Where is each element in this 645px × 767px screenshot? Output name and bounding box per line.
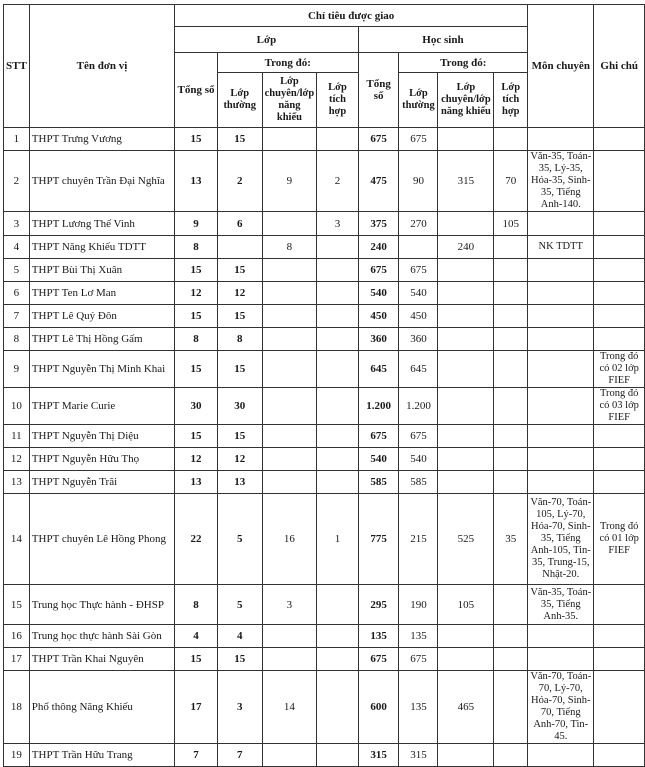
table-row — [4, 671, 645, 744]
row-student-regular: 190 — [399, 585, 438, 625]
row-school-name: THPT Nguyễn Hữu Thọ — [29, 448, 174, 471]
row-student-regular: 675 — [399, 425, 438, 448]
row-stt: 1 — [4, 128, 30, 151]
row-stt: 2 — [4, 151, 30, 212]
header-ghi-chu: Ghi chú — [594, 5, 645, 128]
row-class-specialized — [262, 128, 317, 151]
row-class-integrated — [317, 236, 359, 259]
row-note — [594, 282, 645, 305]
row-student-specialized — [438, 625, 494, 648]
row-class-total: 22 — [175, 494, 218, 585]
table-row — [4, 448, 645, 471]
table-row — [4, 471, 645, 494]
row-student-regular — [399, 236, 438, 259]
row-specialized-subjects — [528, 448, 594, 471]
row-class-total: 30 — [175, 388, 218, 425]
row-stt: 16 — [4, 625, 30, 648]
row-school-name: THPT Nguyễn Trãi — [29, 471, 174, 494]
header-lop-thuong: Lớp thường — [217, 73, 262, 128]
row-stt: 6 — [4, 282, 30, 305]
row-student-total: 675 — [358, 128, 399, 151]
row-specialized-subjects: NK TDTT — [528, 236, 594, 259]
row-class-total: 8 — [175, 585, 218, 625]
row-student-regular: 675 — [399, 648, 438, 671]
row-specialized-subjects — [528, 282, 594, 305]
row-class-specialized: 8 — [262, 236, 317, 259]
header-stt: STT — [4, 5, 30, 128]
row-student-integrated — [494, 448, 528, 471]
row-class-integrated — [317, 671, 359, 744]
row-specialized-subjects — [528, 128, 594, 151]
row-student-specialized — [438, 425, 494, 448]
row-class-specialized — [262, 448, 317, 471]
row-stt: 10 — [4, 388, 30, 425]
row-school-name: THPT Trần Khai Nguyên — [29, 648, 174, 671]
table-row — [4, 425, 645, 448]
row-class-specialized — [262, 648, 317, 671]
row-student-total: 315 — [358, 744, 399, 767]
table-row — [4, 648, 645, 671]
row-student-regular: 645 — [399, 351, 438, 388]
row-stt: 18 — [4, 671, 30, 744]
row-class-specialized: 9 — [262, 151, 317, 212]
row-student-integrated — [494, 328, 528, 351]
row-student-specialized — [438, 448, 494, 471]
row-class-integrated — [317, 648, 359, 671]
row-class-specialized — [262, 388, 317, 425]
row-student-integrated — [494, 282, 528, 305]
row-class-regular: 30 — [217, 388, 262, 425]
row-specialized-subjects — [528, 212, 594, 236]
row-class-specialized — [262, 425, 317, 448]
table-row — [4, 151, 645, 212]
table-row — [4, 625, 645, 648]
row-stt: 11 — [4, 425, 30, 448]
row-student-total: 600 — [358, 671, 399, 744]
header-ten-don-vi: Tên đơn vị — [29, 5, 174, 128]
row-note — [594, 671, 645, 744]
row-class-regular: 7 — [217, 744, 262, 767]
row-school-name: THPT Trần Hữu Trang — [29, 744, 174, 767]
table-row — [4, 282, 645, 305]
row-class-total: 8 — [175, 328, 218, 351]
row-class-integrated — [317, 448, 359, 471]
row-class-integrated — [317, 585, 359, 625]
row-stt: 3 — [4, 212, 30, 236]
row-note — [594, 448, 645, 471]
row-class-integrated — [317, 351, 359, 388]
row-student-regular: 270 — [399, 212, 438, 236]
row-student-total: 775 — [358, 494, 399, 585]
row-stt: 15 — [4, 585, 30, 625]
row-class-total: 9 — [175, 212, 218, 236]
row-student-regular: 450 — [399, 305, 438, 328]
row-class-regular: 5 — [217, 585, 262, 625]
row-student-integrated — [494, 585, 528, 625]
row-class-integrated — [317, 305, 359, 328]
row-student-total: 540 — [358, 282, 399, 305]
row-school-name: THPT Bùi Thị Xuân — [29, 259, 174, 282]
row-specialized-subjects: Văn-35, Toán-35, Tiếng Anh-35. — [528, 585, 594, 625]
row-student-integrated — [494, 671, 528, 744]
row-class-specialized — [262, 351, 317, 388]
row-student-integrated: 35 — [494, 494, 528, 585]
row-class-total: 13 — [175, 471, 218, 494]
row-class-regular: 15 — [217, 259, 262, 282]
row-class-specialized: 16 — [262, 494, 317, 585]
row-note — [594, 305, 645, 328]
row-note — [594, 585, 645, 625]
row-school-name: THPT chuyên Lê Hồng Phong — [29, 494, 174, 585]
row-student-regular: 675 — [399, 259, 438, 282]
row-class-specialized — [262, 282, 317, 305]
row-school-name: THPT Năng Khiếu TDTT — [29, 236, 174, 259]
row-note: Trong đó có 01 lớp FIEF — [594, 494, 645, 585]
row-student-specialized — [438, 744, 494, 767]
row-class-integrated: 2 — [317, 151, 359, 212]
table-row — [4, 494, 645, 585]
row-school-name: THPT Lê Thị Hồng Gấm — [29, 328, 174, 351]
row-class-total: 15 — [175, 648, 218, 671]
row-specialized-subjects — [528, 471, 594, 494]
row-student-integrated — [494, 388, 528, 425]
row-class-total: 13 — [175, 151, 218, 212]
row-class-total: 4 — [175, 625, 218, 648]
row-stt: 4 — [4, 236, 30, 259]
row-student-specialized — [438, 305, 494, 328]
table-row — [4, 236, 645, 259]
row-class-regular: 15 — [217, 305, 262, 328]
row-class-specialized — [262, 471, 317, 494]
row-stt: 5 — [4, 259, 30, 282]
row-class-total: 15 — [175, 351, 218, 388]
row-stt: 17 — [4, 648, 30, 671]
row-student-specialized: 315 — [438, 151, 494, 212]
row-student-regular: 90 — [399, 151, 438, 212]
row-class-integrated — [317, 425, 359, 448]
row-student-specialized — [438, 388, 494, 425]
row-class-regular: 12 — [217, 448, 262, 471]
row-note — [594, 744, 645, 767]
header-hs-lop-chuyen: Lớp chuyên/lớp năng khiếu — [438, 73, 494, 128]
header-hs-lop-thuong: Lớp thường — [399, 73, 438, 128]
row-class-regular: 15 — [217, 351, 262, 388]
row-class-total: 12 — [175, 448, 218, 471]
row-class-regular: 5 — [217, 494, 262, 585]
row-class-specialized — [262, 625, 317, 648]
row-class-integrated — [317, 259, 359, 282]
row-student-total: 675 — [358, 259, 399, 282]
row-class-integrated — [317, 388, 359, 425]
row-student-specialized: 525 — [438, 494, 494, 585]
header-lop: Lớp — [175, 27, 359, 53]
row-note — [594, 259, 645, 282]
row-stt: 19 — [4, 744, 30, 767]
row-school-name: THPT Nguyễn Thị Minh Khai — [29, 351, 174, 388]
header-hs-lop-tich-hop: Lớp tích hợp — [494, 73, 528, 128]
header-lop-chuyen: Lớp chuyên/lớp năng khiếu — [262, 73, 317, 128]
row-class-total: 8 — [175, 236, 218, 259]
row-class-integrated: 1 — [317, 494, 359, 585]
row-student-total: 1.200 — [358, 388, 399, 425]
row-note — [594, 212, 645, 236]
header-hs-trong-do: Trong đó: — [399, 53, 528, 73]
row-student-regular: 315 — [399, 744, 438, 767]
row-note — [594, 625, 645, 648]
row-stt: 13 — [4, 471, 30, 494]
row-student-specialized — [438, 282, 494, 305]
row-student-total: 135 — [358, 625, 399, 648]
row-class-total: 15 — [175, 305, 218, 328]
row-class-regular: 4 — [217, 625, 262, 648]
row-student-specialized: 465 — [438, 671, 494, 744]
row-class-total: 17 — [175, 671, 218, 744]
row-note: Trong đó có 02 lớp FIEF — [594, 351, 645, 388]
row-student-regular: 135 — [399, 625, 438, 648]
row-stt: 7 — [4, 305, 30, 328]
row-class-regular: 2 — [217, 151, 262, 212]
row-student-integrated — [494, 305, 528, 328]
row-class-regular: 15 — [217, 425, 262, 448]
row-class-specialized — [262, 305, 317, 328]
row-student-integrated — [494, 471, 528, 494]
row-note — [594, 471, 645, 494]
header-lop-tong-so: Tổng số — [175, 53, 218, 128]
table-row — [4, 328, 645, 351]
row-class-specialized: 3 — [262, 585, 317, 625]
row-school-name: Phổ thông Năng Khiếu — [29, 671, 174, 744]
row-student-total: 585 — [358, 471, 399, 494]
header-lop-trong-do: Trong đó: — [217, 53, 358, 73]
row-school-name: THPT Ten Lơ Man — [29, 282, 174, 305]
row-specialized-subjects — [528, 425, 594, 448]
row-student-integrated — [494, 648, 528, 671]
table-row — [4, 388, 645, 425]
row-school-name: THPT Lương Thế Vinh — [29, 212, 174, 236]
row-student-total: 360 — [358, 328, 399, 351]
row-class-integrated — [317, 625, 359, 648]
row-student-specialized — [438, 648, 494, 671]
row-note — [594, 236, 645, 259]
row-student-total: 375 — [358, 212, 399, 236]
row-student-regular: 675 — [399, 128, 438, 151]
row-student-integrated — [494, 351, 528, 388]
row-student-specialized — [438, 259, 494, 282]
table-row — [4, 585, 645, 625]
row-class-specialized: 14 — [262, 671, 317, 744]
row-specialized-subjects — [528, 351, 594, 388]
row-specialized-subjects — [528, 259, 594, 282]
row-student-integrated — [494, 425, 528, 448]
row-student-integrated — [494, 128, 528, 151]
row-class-regular: 3 — [217, 671, 262, 744]
row-student-specialized: 105 — [438, 585, 494, 625]
row-student-regular: 135 — [399, 671, 438, 744]
row-student-total: 675 — [358, 425, 399, 448]
row-note: Trong đó có 03 lớp FIEF — [594, 388, 645, 425]
row-note — [594, 151, 645, 212]
row-student-regular: 540 — [399, 282, 438, 305]
row-class-regular: 15 — [217, 648, 262, 671]
row-student-specialized — [438, 212, 494, 236]
row-class-regular: 8 — [217, 328, 262, 351]
row-student-total: 645 — [358, 351, 399, 388]
row-specialized-subjects — [528, 305, 594, 328]
row-note — [594, 328, 645, 351]
row-class-specialized — [262, 744, 317, 767]
enrollment-quota-table — [3, 4, 645, 767]
row-specialized-subjects: Văn-70, Toán-70, Lý-70, Hóa-70, Sinh-70, Tiếng Anh-70, Tin-45. — [528, 671, 594, 744]
row-student-specialized — [438, 471, 494, 494]
row-class-total: 15 — [175, 128, 218, 151]
row-student-specialized: 240 — [438, 236, 494, 259]
row-class-total: 15 — [175, 425, 218, 448]
table-row — [4, 259, 645, 282]
row-student-integrated — [494, 744, 528, 767]
row-school-name: THPT chuyên Trần Đại Nghĩa — [29, 151, 174, 212]
header-chi-tieu: Chỉ tiêu được giao — [175, 5, 528, 27]
row-class-integrated: 3 — [317, 212, 359, 236]
header-hs-tong-so: Tổng số — [358, 53, 399, 128]
row-class-regular — [217, 236, 262, 259]
row-student-integrated — [494, 259, 528, 282]
row-note — [594, 648, 645, 671]
row-class-integrated — [317, 328, 359, 351]
row-school-name: Trung học Thực hành - ĐHSP — [29, 585, 174, 625]
row-note — [594, 425, 645, 448]
row-student-integrated — [494, 625, 528, 648]
row-school-name: THPT Lê Quý Đôn — [29, 305, 174, 328]
row-class-regular: 15 — [217, 128, 262, 151]
row-school-name: THPT Nguyễn Thị Diệu — [29, 425, 174, 448]
row-student-specialized — [438, 128, 494, 151]
row-stt: 9 — [4, 351, 30, 388]
row-student-total: 450 — [358, 305, 399, 328]
row-student-specialized — [438, 328, 494, 351]
row-student-total: 475 — [358, 151, 399, 212]
row-specialized-subjects: Văn-70, Toán-105, Lý-70, Hóa-70, Sinh-35, Tiếng Anh-105, Tin-35, Trung-15, Nhật-20. — [528, 494, 594, 585]
table-row — [4, 744, 645, 767]
row-student-total: 675 — [358, 648, 399, 671]
row-stt: 12 — [4, 448, 30, 471]
row-class-total: 12 — [175, 282, 218, 305]
row-class-integrated — [317, 744, 359, 767]
row-specialized-subjects — [528, 744, 594, 767]
row-stt: 8 — [4, 328, 30, 351]
row-student-regular: 1.200 — [399, 388, 438, 425]
row-student-total: 540 — [358, 448, 399, 471]
row-specialized-subjects — [528, 625, 594, 648]
row-class-integrated — [317, 282, 359, 305]
row-student-total: 295 — [358, 585, 399, 625]
table-row — [4, 212, 645, 236]
row-student-regular: 215 — [399, 494, 438, 585]
row-student-total: 240 — [358, 236, 399, 259]
row-class-total: 15 — [175, 259, 218, 282]
row-school-name: Trung học thực hành Sài Gòn — [29, 625, 174, 648]
row-student-integrated — [494, 236, 528, 259]
row-note — [594, 128, 645, 151]
row-class-specialized — [262, 212, 317, 236]
row-student-regular: 540 — [399, 448, 438, 471]
row-class-specialized — [262, 259, 317, 282]
row-class-regular: 12 — [217, 282, 262, 305]
row-school-name: THPT Marie Curie — [29, 388, 174, 425]
row-student-specialized — [438, 351, 494, 388]
row-school-name: THPT Trưng Vương — [29, 128, 174, 151]
row-class-regular: 6 — [217, 212, 262, 236]
row-class-specialized — [262, 328, 317, 351]
row-stt: 14 — [4, 494, 30, 585]
row-specialized-subjects — [528, 388, 594, 425]
row-student-integrated: 70 — [494, 151, 528, 212]
row-student-regular: 360 — [399, 328, 438, 351]
row-class-integrated — [317, 471, 359, 494]
row-specialized-subjects — [528, 648, 594, 671]
table-row — [4, 351, 645, 388]
header-hoc-sinh: Học sinh — [358, 27, 527, 53]
row-class-integrated — [317, 128, 359, 151]
table-row — [4, 128, 645, 151]
row-specialized-subjects: Văn-35, Toán-35, Lý-35, Hóa-35, Sinh-35, Tiếng Anh-140. — [528, 151, 594, 212]
header-lop-tich-hop: Lớp tích hợp — [317, 73, 359, 128]
row-class-total: 7 — [175, 744, 218, 767]
table-row — [4, 305, 645, 328]
row-class-regular: 13 — [217, 471, 262, 494]
row-student-regular: 585 — [399, 471, 438, 494]
row-specialized-subjects — [528, 328, 594, 351]
row-student-integrated: 105 — [494, 212, 528, 236]
header-mon-chuyen: Môn chuyên — [528, 5, 594, 128]
